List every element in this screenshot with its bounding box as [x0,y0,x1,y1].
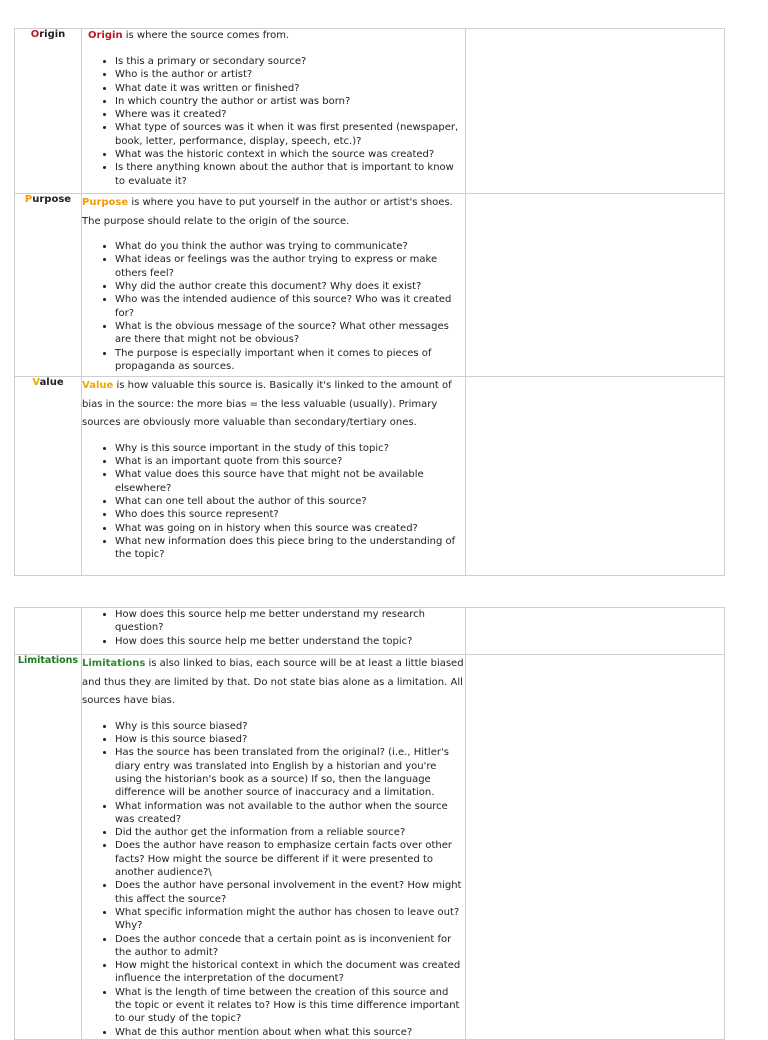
list-item: • What value does this source have that might not be available elsewhere? [115,468,465,495]
purpose-intro-text: is where you have to put yourself in the author or artist's shoes. The purpose should relate to the origin of the source. [82,197,453,227]
value-content-cell [82,377,466,576]
list-item: • Why did the author create this document? Why does it exist? [115,280,465,293]
origin-question-list [82,55,465,188]
list-item: • What can one tell about the author of this source? [115,495,465,508]
limitations-label: Limitations [17,655,79,666]
list-item: • What ideas or feelings was the author trying to express or make others feel? [115,253,465,280]
list-item: • Is this a primary or secondary source? [115,55,465,68]
purpose-row [15,194,725,377]
limitations-keyword: Limitations [82,658,146,669]
list-item: • How might the historical context in which the document was created influence the interpretation of the document? [115,959,465,986]
list-item: • Does the author have reason to emphasize certain facts over other facts? How might the source be different if it were presented to another audience?\ [115,839,465,879]
purpose-label-initial: P [24,194,33,205]
list-item: • How does this source help me better understand my research question? [115,608,465,635]
limitations-question-list [82,720,465,1039]
value-question-list [82,442,465,562]
value-keyword: Value [82,380,114,391]
list-item: • Why is this source biased? [115,720,465,733]
origin-label-rest: rigin [39,29,66,40]
value-continued-content-cell [82,608,466,655]
value-label-rest: alue [39,377,64,388]
list-item: • What was the historic context in which the source was created? [115,148,465,161]
list-item: • Why is this source important in the study of this topic? [115,442,465,455]
list-item: • Who does this source represent? [115,508,465,521]
list-item: • What type of sources was it when it was first presented (newspaper, book, letter, performance, display, speech, etc.)? [115,121,465,148]
value-continued-label-cell [15,608,82,655]
list-item: • Has the source has been translated from the original? (i.e., Hitler's diary entry was translated into English by a historian and you're using the historian's book as a source) If so, then the language difference will be another source of inaccuracy and a limitation. [115,746,465,799]
list-item: • Is there anything known about the author that is important to know to evaluate it? [115,161,465,188]
purpose-notes-cell [466,194,725,377]
list-item: • What information was not available to the author when the source was created? [115,800,465,827]
list-item: • What is an important quote from this source? [115,455,465,468]
list-item: • Does the author concede that a certain point as is inconvenient for the author to admit? [115,933,465,960]
value-continued-question-list [82,608,465,648]
list-item: • Did the author get the information from a reliable source? [115,826,465,839]
limitations-notes-cell [466,655,725,1040]
purpose-keyword: Purpose [82,197,129,208]
list-item: • In which country the author or artist was born? [115,95,465,108]
purpose-question-list [82,240,465,373]
origin-label-initial: O [30,29,40,40]
origin-keyword: Origin [88,30,123,41]
list-item: • The purpose is especially important when it comes to pieces of propaganda as sources. [115,347,465,374]
limitations-content-cell [82,655,466,1040]
limitations-label-cell [15,655,82,1040]
value-intro [82,377,465,433]
value-continued-notes-cell [466,608,725,655]
list-item: • What is the length of time between the creation of this source and the topic or event it relates to? How is this time difference important to our study of the topic? [115,986,465,1026]
origin-notes-cell [466,29,725,194]
value-row [15,377,725,576]
limitations-row [15,655,725,1040]
value-label-cell [15,377,82,576]
list-item: • What de this author mention about when what this source? [115,1026,465,1039]
origin-label-cell [15,29,82,194]
list-item: • What is the obvious message of the source? What other messages are there that might not be obvious? [115,320,465,347]
list-item: • Where was it created? [115,108,465,121]
list-item: • Who is the author or artist? [115,68,465,81]
origin-row [15,29,725,194]
list-item: • What was going on in history when this source was created? [115,522,465,535]
purpose-intro [82,194,465,231]
list-item: • What date it was written or finished? [115,82,465,95]
opvl-table-part-2 [14,607,725,1040]
opvl-table-part-1 [14,28,725,576]
list-item: • Does the author have personal involvement in the event? How might this affect the source? [115,879,465,906]
list-item: • Who was the intended audience of this source? Who was it created for? [115,293,465,320]
purpose-label-rest: urpose [32,194,72,205]
purpose-label-cell [15,194,82,377]
limitations-intro-text: is also linked to bias, each source will be at least a little biased and thus they are limited by that. Do not state bias alone as a limitation. All sources have bias. [82,658,464,707]
list-item: • What specific information might the author has chosen to leave out? Why? [115,906,465,933]
origin-intro-text: is where the source comes from. [122,30,290,41]
value-notes-cell [466,377,725,576]
list-item: • How does this source help me better understand the topic? [115,635,465,648]
origin-content-cell [82,29,466,194]
purpose-content-cell [82,194,466,377]
value-intro-text: is how valuable this source is. Basically it's linked to the amount of bias in the source: the more bias = the less valuable (usually). Primary sources are obviously more valuable than secondary/tertiary ones. [82,380,452,429]
list-item: • What new information does this piece bring to the understanding of the topic? [115,535,465,562]
list-item: • How is this source biased? [115,733,465,746]
value-continued-row [15,608,725,655]
list-item: • What do you think the author was trying to communicate? [115,240,465,253]
origin-intro [82,29,465,42]
value-label-initial: V [32,377,40,388]
limitations-intro [82,655,465,711]
